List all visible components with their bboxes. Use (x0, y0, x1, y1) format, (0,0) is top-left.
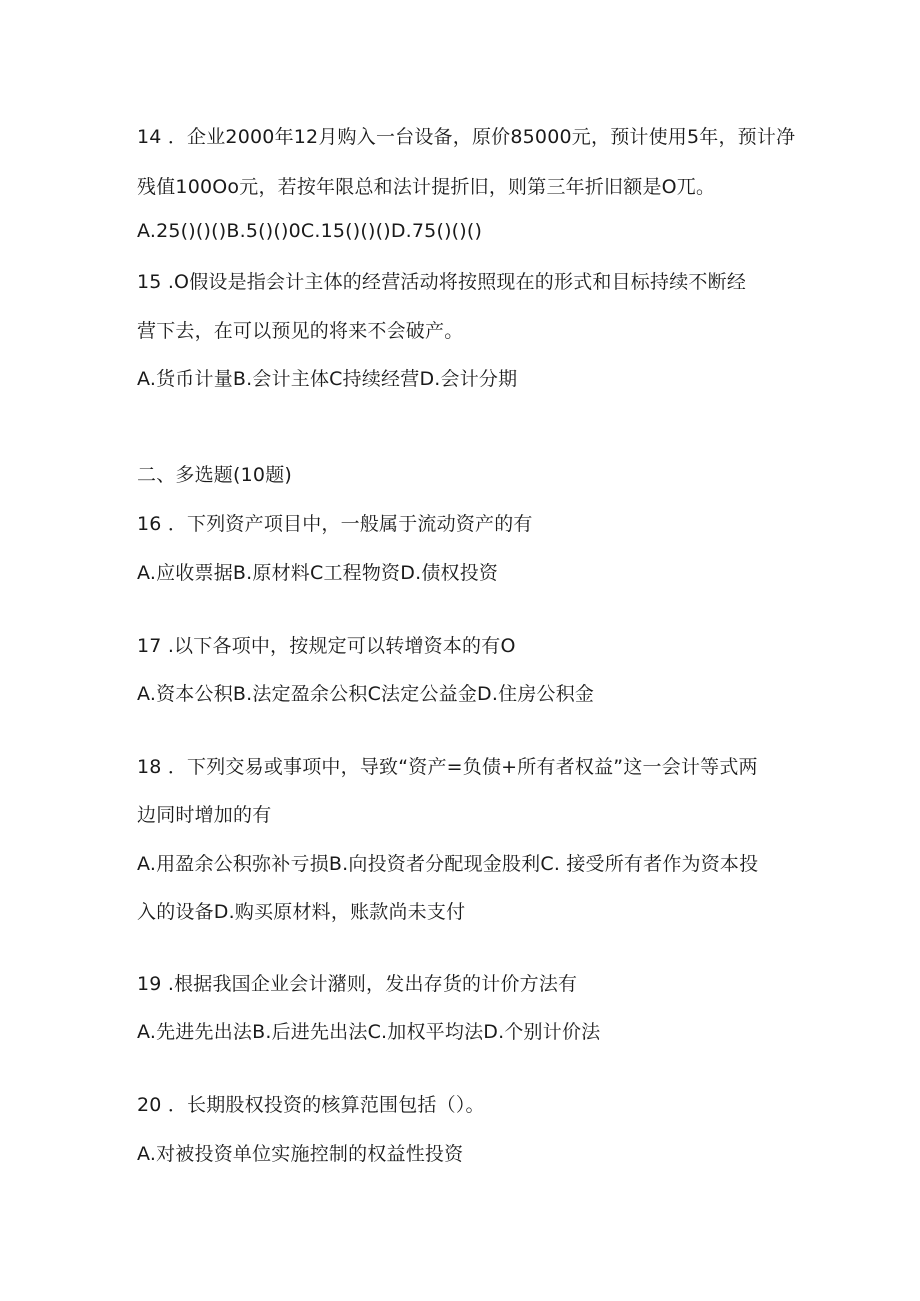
question-15-line-2: 营下去，在可以预见的将来不会破产。 (137, 320, 464, 342)
question-14-line-1: 14 ．企业2000年12月购入一台设备，原价85000元，预计使用5年，预计净 (137, 126, 796, 148)
question-15-options: A.货币计量B.会计主体C持续经营D.会计分期 (137, 368, 518, 390)
question-20: 20 ．长期股权投资的核算范围包括（）。 (137, 1094, 485, 1116)
question-19-options: A.先进先出法B.后进先出法C.加权平均法D.个别计价法 (137, 1021, 601, 1043)
question-16: 16 ．下列资产项目中，一般属于流动资产的有 (137, 513, 533, 535)
question-18-options-line-2: 入的设备D.购买原材料，账款尚未支付 (137, 901, 466, 923)
question-18-line-2: 边同时增加的有 (137, 804, 272, 826)
question-18-line-1: 18 ．下列交易或事项中，导致“资产=负债+所有者权益”这一会计等式两 (137, 756, 758, 778)
question-18-options-line-1: A.用盈余公积弥补亏损B.向投资者分配现金股利C. 接受所有者作为资本投 (137, 853, 759, 875)
question-20-option-a: A.对被投资单位实施控制的权益性投资 (137, 1143, 464, 1165)
question-15-line-1: 15 .O假设是指会计主体的经营活动将按照现在的形式和目标持续不断经 (137, 271, 747, 293)
question-17-options: A.资本公积B.法定盈余公积C法定公益金D.住房公积金 (137, 683, 595, 705)
question-14-line-2: 残值100Oo元，若按年限总和法计提折旧，则第三年折旧额是O兀。 (137, 176, 716, 198)
question-19: 19 .根据我国企业会计潴则，发出存货的计价方法有 (137, 973, 578, 995)
question-14-options: A.25()()()B.5()()0C.15()()()D.75()()() (137, 220, 483, 242)
question-17: 17 .以下各项中，按规定可以转增资本的有O (137, 635, 516, 657)
question-16-options: A.应收票据B.原材料C工程物资D.债权投资 (137, 562, 499, 584)
section-heading-multiple-choice: 二、多选题(10题) (137, 464, 293, 486)
